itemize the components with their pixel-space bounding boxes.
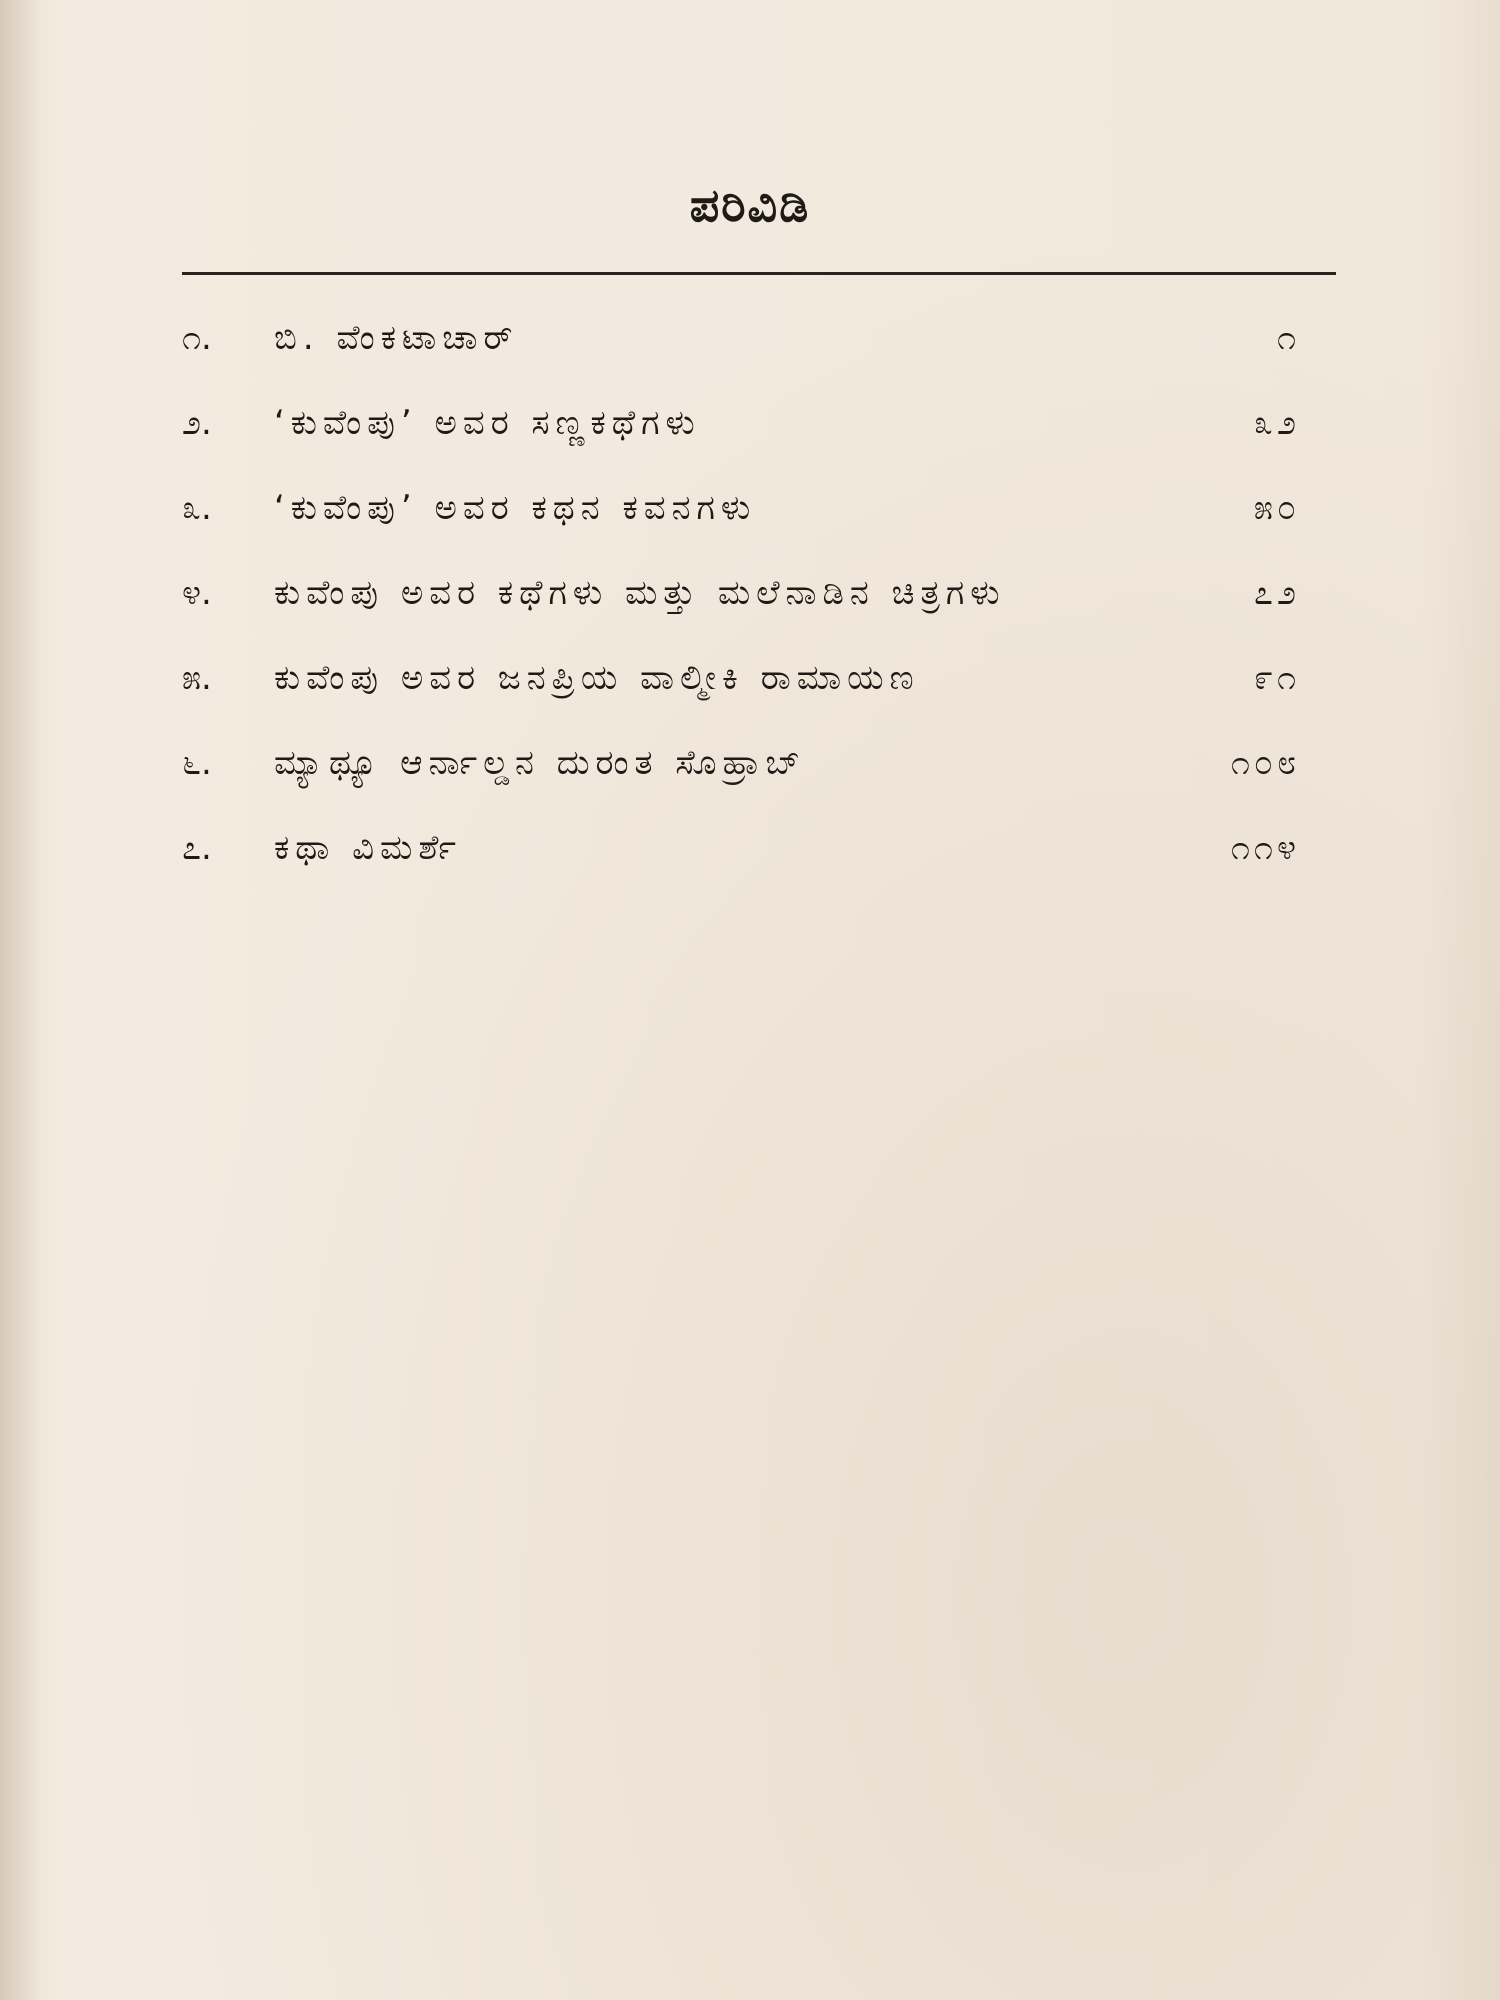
toc-entry-number: ೨.	[182, 403, 212, 443]
toc-entry-5[interactable]	[182, 650, 1300, 735]
toc-entry-page: ೭೨	[1253, 573, 1300, 613]
toc-entry-page: ೧೧೪	[1230, 828, 1300, 868]
toc-entry-title: ಕಥಾ ವಿಮರ್ಶೆ	[274, 828, 462, 868]
title-divider	[182, 272, 1336, 275]
table-of-contents	[182, 310, 1300, 905]
toc-entry-title: ಕುವೆಂಪು ಅವರ ಕಥೆಗಳು ಮತ್ತು ಮಲೆನಾಡಿನ ಚಿತ್ರಗಳು	[274, 573, 1006, 613]
toc-entry-number: ೭.	[182, 828, 212, 868]
toc-entry-title: ಮ್ಯಾಥ್ಯೂ ಆರ್ನಾಲ್ಡನ ದುರಂತ ಸೊಹ್ರಾಬ್	[274, 743, 806, 783]
toc-entry-4[interactable]	[182, 565, 1300, 650]
toc-entry-number: ೩.	[182, 488, 212, 528]
toc-entry-1[interactable]	[182, 310, 1300, 395]
toc-entry-number: ೬.	[182, 743, 212, 783]
toc-entry-page: ೧	[1276, 318, 1300, 358]
toc-entry-page: ೩೨	[1253, 403, 1300, 443]
toc-entry-6[interactable]	[182, 735, 1300, 820]
spine-shadow	[0, 0, 40, 2000]
toc-entry-page: ೧೦೮	[1230, 743, 1300, 783]
toc-entry-title: ಬಿ. ವೆಂಕಟಾಚಾರ್	[274, 318, 519, 358]
toc-entry-page: ೯೧	[1253, 658, 1300, 698]
toc-entry-page: ೫೦	[1253, 488, 1300, 528]
toc-entry-title: ಕುವೆಂಪು ಅವರ ಜನಪ್ರಿಯ ವಾಲ್ಮೀಕಿ ರಾಮಾಯಣ	[274, 658, 920, 698]
toc-entry-3[interactable]	[182, 480, 1300, 565]
toc-entry-title: ‘ಕುವೆಂಪು’ ಅವರ ಕಥನ ಕವನಗಳು	[274, 488, 757, 528]
toc-entry-number: ೪.	[182, 573, 212, 613]
page-title: ಪರಿವಿಡಿ	[689, 178, 811, 232]
toc-entry-7[interactable]	[182, 820, 1300, 905]
toc-entry-number: ೫.	[182, 658, 212, 698]
toc-entry-title: ‘ಕುವೆಂಪು’ ಅವರ ಸಣ್ಣಕಥೆಗಳು	[274, 403, 701, 443]
toc-entry-number: ೧.	[182, 318, 212, 358]
toc-entry-2[interactable]	[182, 395, 1300, 480]
